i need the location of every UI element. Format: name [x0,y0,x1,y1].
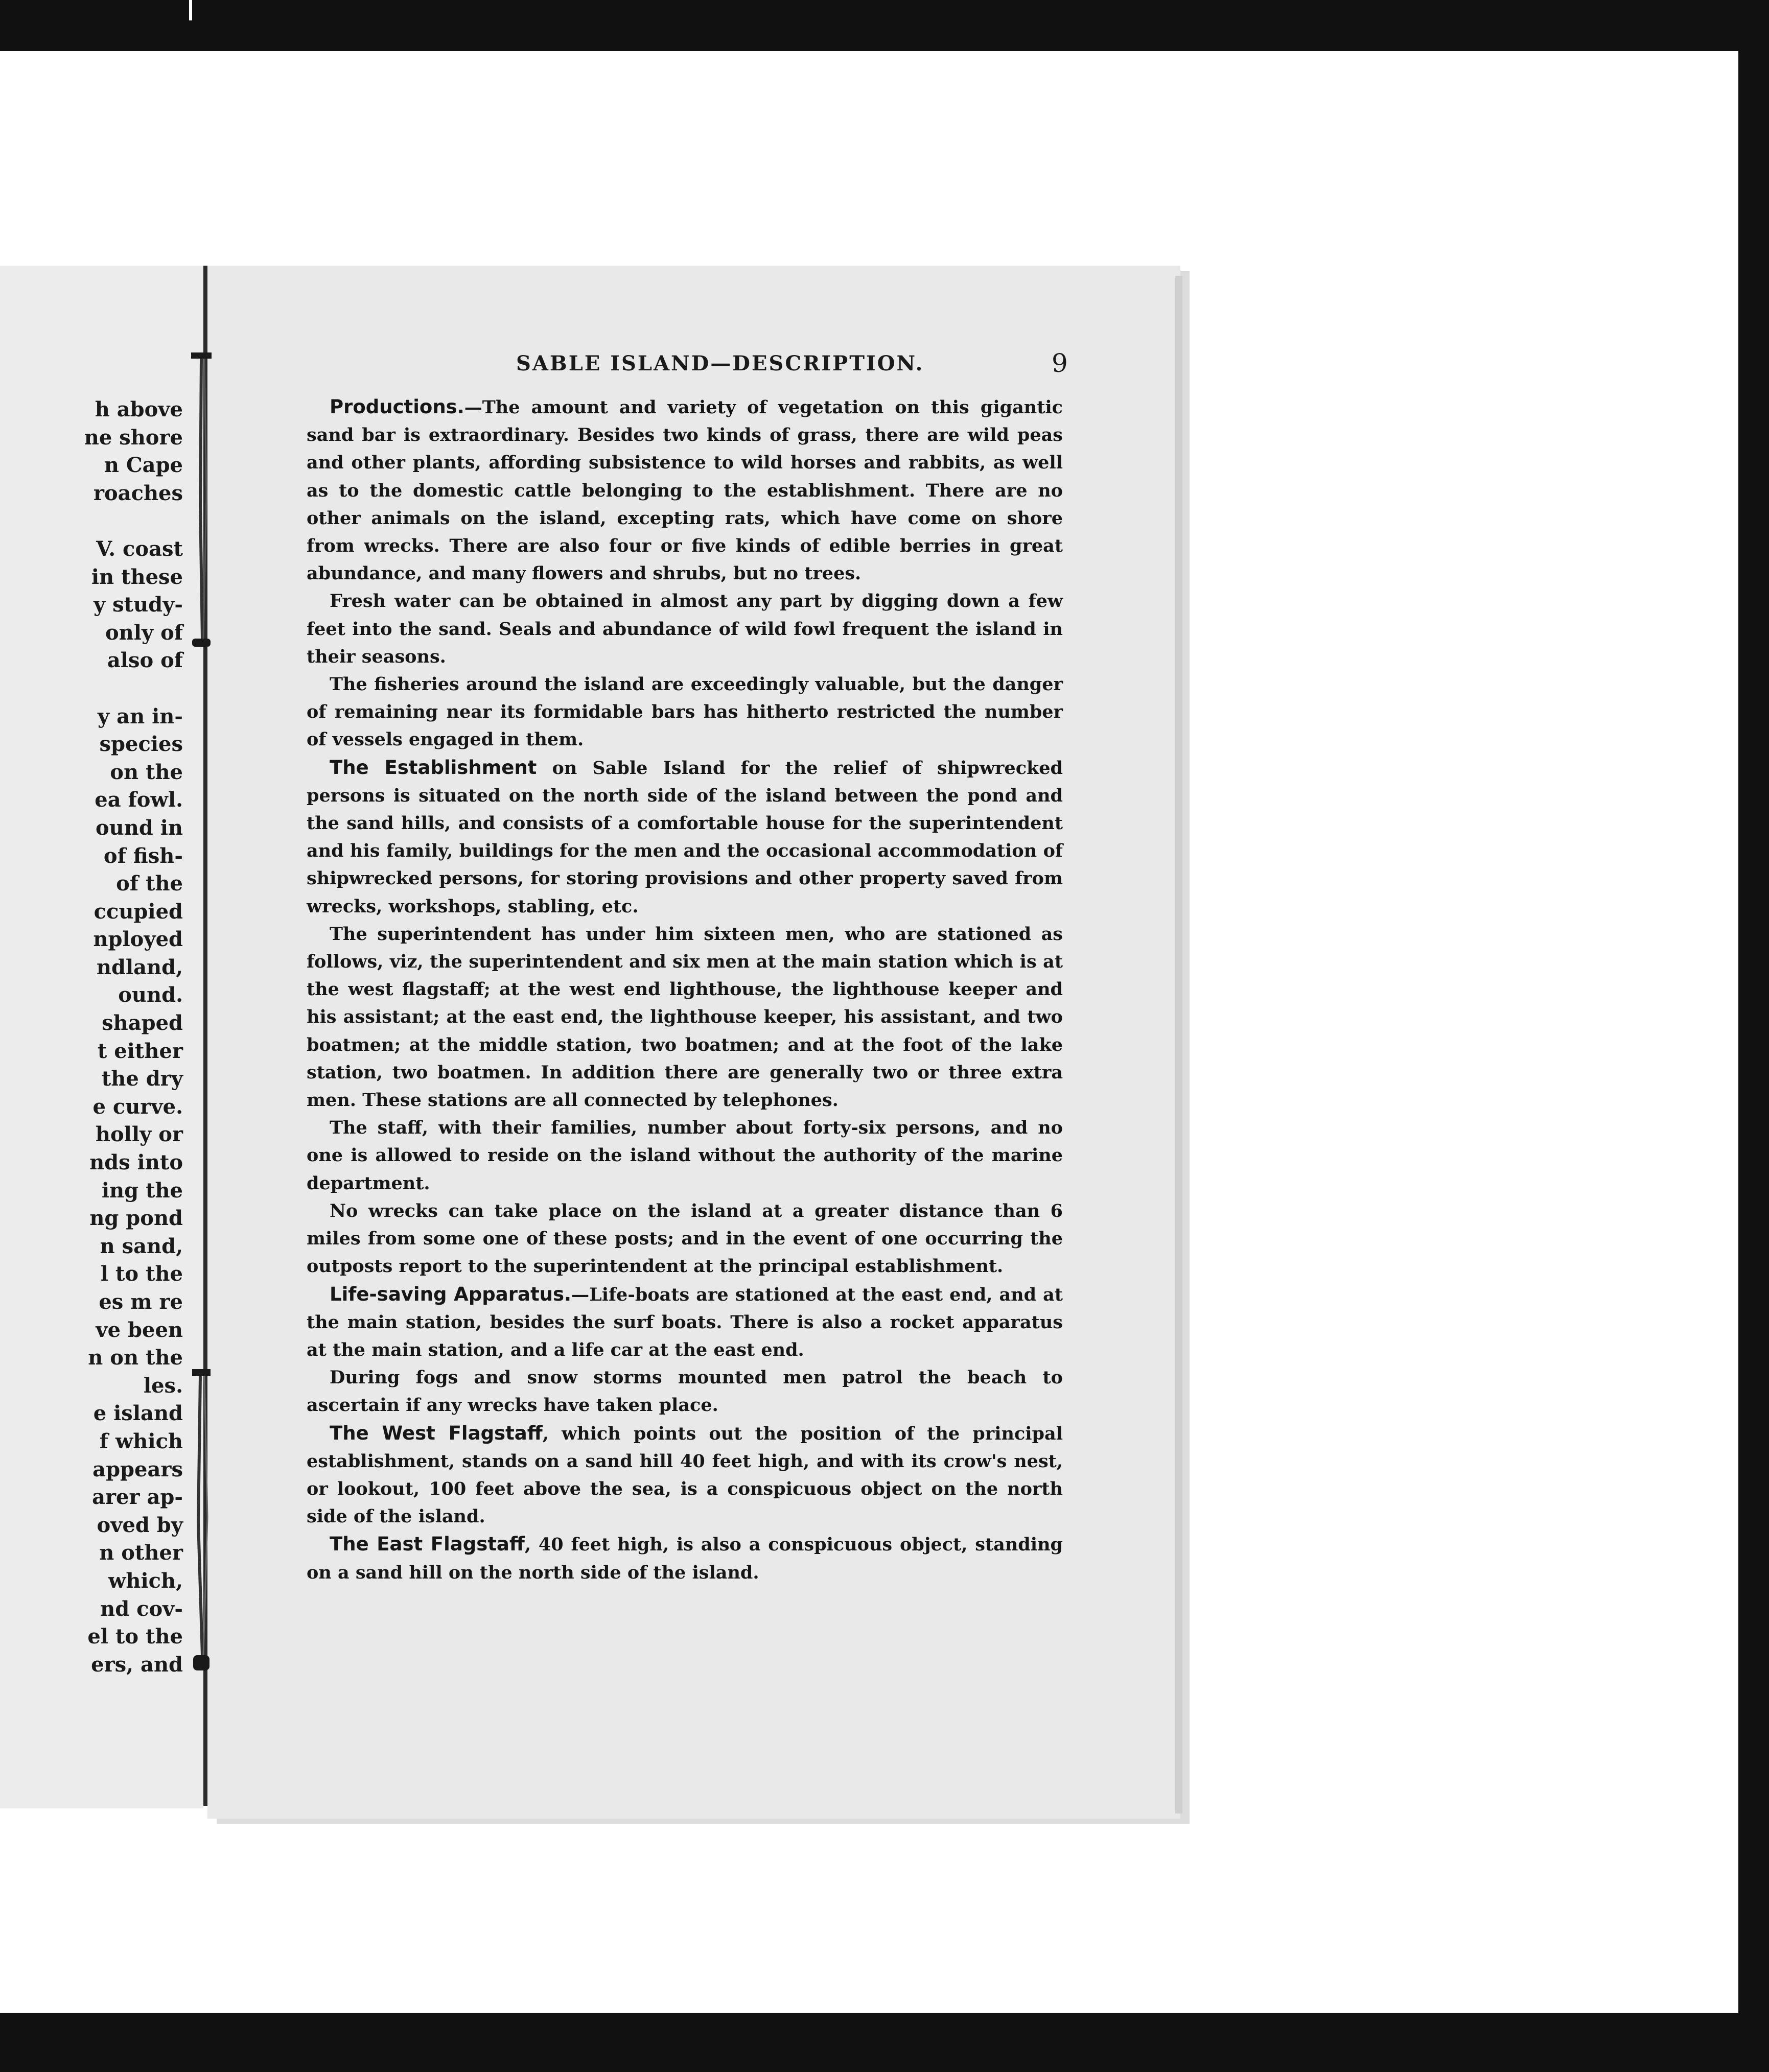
paragraph-text: , 40 feet high, is also a conspicuous object, standing on a sand hill on the north side of the island. [307,1534,1063,1583]
paragraph [307,754,1063,921]
paragraph-text: —Life-boats are stationed at the east end, and at the main station, besides the surf boats. There is also a rocket apparatus at the main station, and a life car at the east end. [307,1284,1063,1360]
left-page-line: ound. [118,983,183,1007]
paragraph [307,587,1063,671]
paragraph [307,1114,1063,1197]
left-page-line: f which [99,1429,183,1453]
page-edge [1175,276,1182,1814]
paragraph-heading: The East Flagstaff [330,1533,525,1556]
left-page-line: ndland, [96,955,183,979]
paragraph [307,671,1063,754]
left-page-line: nd cov- [100,1596,183,1621]
paragraph-text: The fisheries around the island are exceedingly valuable, but the danger of remaining near its formidable bars has hitherto restricted the number of vessels engaged in them. [307,674,1063,750]
paragraph-heading: The Establishment [330,756,537,779]
left-page-line: n Cape [104,453,183,478]
paragraph-text: —The amount and variety of vegetation on this gigantic sand bar is extraordinary. Besides two kinds of grass, there are wild peas and other plants, affording subsistence to wild horses and rabbits, as well as to the domestic cattle belonging to the establishment. There are no other animals on the island, excepting rats, which have come on shore from wrecks. There are also four or five kinds of edible berries in great abundance, and many flowers and shrubs, but no trees. [307,397,1063,584]
left-page-line: species [99,732,183,757]
paragraph [307,1281,1063,1364]
scan-border-right-line [1736,51,1738,2013]
paragraph [307,1364,1063,1419]
left-page-line: appears [92,1457,183,1481]
left-page-line: roaches [93,481,183,505]
left-page-line: ne shore [84,425,183,450]
paragraph-text: The staff, with their families, number about forty-six persons, and no one is allowed to reside on the island without the authority of the marine department. [307,1117,1063,1194]
paragraph [307,1531,1063,1586]
left-page-line: y an in- [98,704,183,728]
paragraph [307,393,1063,587]
binding-thread-icon [189,352,215,659]
binding-thread-icon [189,1369,215,1681]
paragraph-heading: Productions. [330,396,464,418]
left-page-line: n sand, [100,1234,183,1258]
left-page-line: es m re [99,1290,183,1314]
paragraph-text: Fresh water can be obtained in almost any part by digging down a few feet into the sand. Seals and abundance of wild fowl frequent the island in their seasons. [307,591,1063,667]
left-page-line: n other [99,1541,183,1565]
paragraph-text: on Sable Island for the relief of shipwrecked persons is situated on the north side of the island between the pond and the sand hills, and consists of a comfortable house for the superintendent and his family, buildings for the men and the occasional accommodation of shipwrecked persons, for storing provisions and other property saved from wrecks, workshops, stabling, etc. [307,757,1063,917]
left-page-line: e island [93,1401,183,1426]
left-page-line: V. coast [96,536,183,561]
left-page-line: les. [143,1373,183,1398]
left-page-line: of the [116,872,183,896]
paragraph-heading: Life-saving Apparatus. [330,1283,572,1305]
running-header: SABLE ISLAND—DESCRIPTION. [516,351,924,375]
left-page-line: t either [97,1039,183,1063]
left-page-line: which, [108,1568,183,1593]
left-page [0,266,203,1808]
scan-border-top [0,0,1769,51]
left-page-line [30,507,183,535]
left-page-line: holly or [95,1122,183,1147]
left-page-line: ound in [95,815,183,840]
left-page-line: y study- [93,593,183,617]
left-page-line: nployed [93,927,183,952]
left-page-line: the dry [101,1067,183,1091]
left-page-line: oved by [97,1513,183,1537]
left-page-line: ng pond [89,1206,183,1231]
scan-border-mark [189,0,192,20]
page-number: 9 [1052,348,1068,378]
left-page-line: of fish- [103,843,183,868]
left-page-line: shaped [102,1011,183,1035]
left-page-line: on the [110,760,183,784]
left-page-line: el to the [87,1624,183,1649]
left-page-line: nds into [89,1150,183,1175]
paragraph [307,1420,1063,1531]
left-page-line: e curve. [92,1094,183,1119]
paragraph-heading: The West Flagstaff [330,1422,543,1444]
paragraph [307,921,1063,1114]
paragraph [307,1197,1063,1281]
paragraph-text: During fogs and snow storms mounted men patrol the beach to ascertain if any wrecks have taken place. [307,1367,1063,1416]
left-page-text [30,396,183,1679]
left-page-line: h above [95,397,183,421]
left-page-line: also of [107,648,183,673]
left-page-line: only of [105,620,183,645]
paragraph-text: The superintendent has under him sixteen men, who are stationed as follows, viz, the superintendent and six men at the main station which is at the west flagstaff; at the west end lighthouse, the lighthouse keeper and his assistant; at the east end, the lighthouse keeper, his assistant, and two boatmen; at the middle station, two boatmen; and at the foot of the lake station, two boatmen. In addition there are generally two or three extra men. These stations are all connected by telephones. [307,923,1063,1111]
left-page-line: l to the [100,1262,183,1286]
left-page-line: ea fowl. [95,788,183,812]
left-page-line: arer ap- [92,1485,183,1510]
scan-border-bottom [0,2013,1769,2072]
left-page-line: n on the [88,1346,183,1370]
left-page-line [30,675,183,703]
left-page-line: ccupied [94,899,183,924]
paragraph-text: , which points out the position of the principal establishment, stands on a sand hill 40 feet high, and with its crow's nest, or lookout, 100 feet above the sea, is a conspicuous object on the north side of the island. [307,1423,1063,1527]
left-page-line: in these [91,564,183,589]
left-page-line: ve been [96,1317,183,1342]
paragraph-text: No wrecks can take place on the island at a greater distance than 6 miles from some one of these posts; and in the event of one occurring the outposts report to the superintendent at the principal establishment. [307,1200,1063,1277]
body-text [307,393,1063,1587]
scan-border-right [1737,51,1769,2013]
left-page-line: ing the [101,1178,183,1203]
left-page-line: ers, and [91,1652,183,1677]
